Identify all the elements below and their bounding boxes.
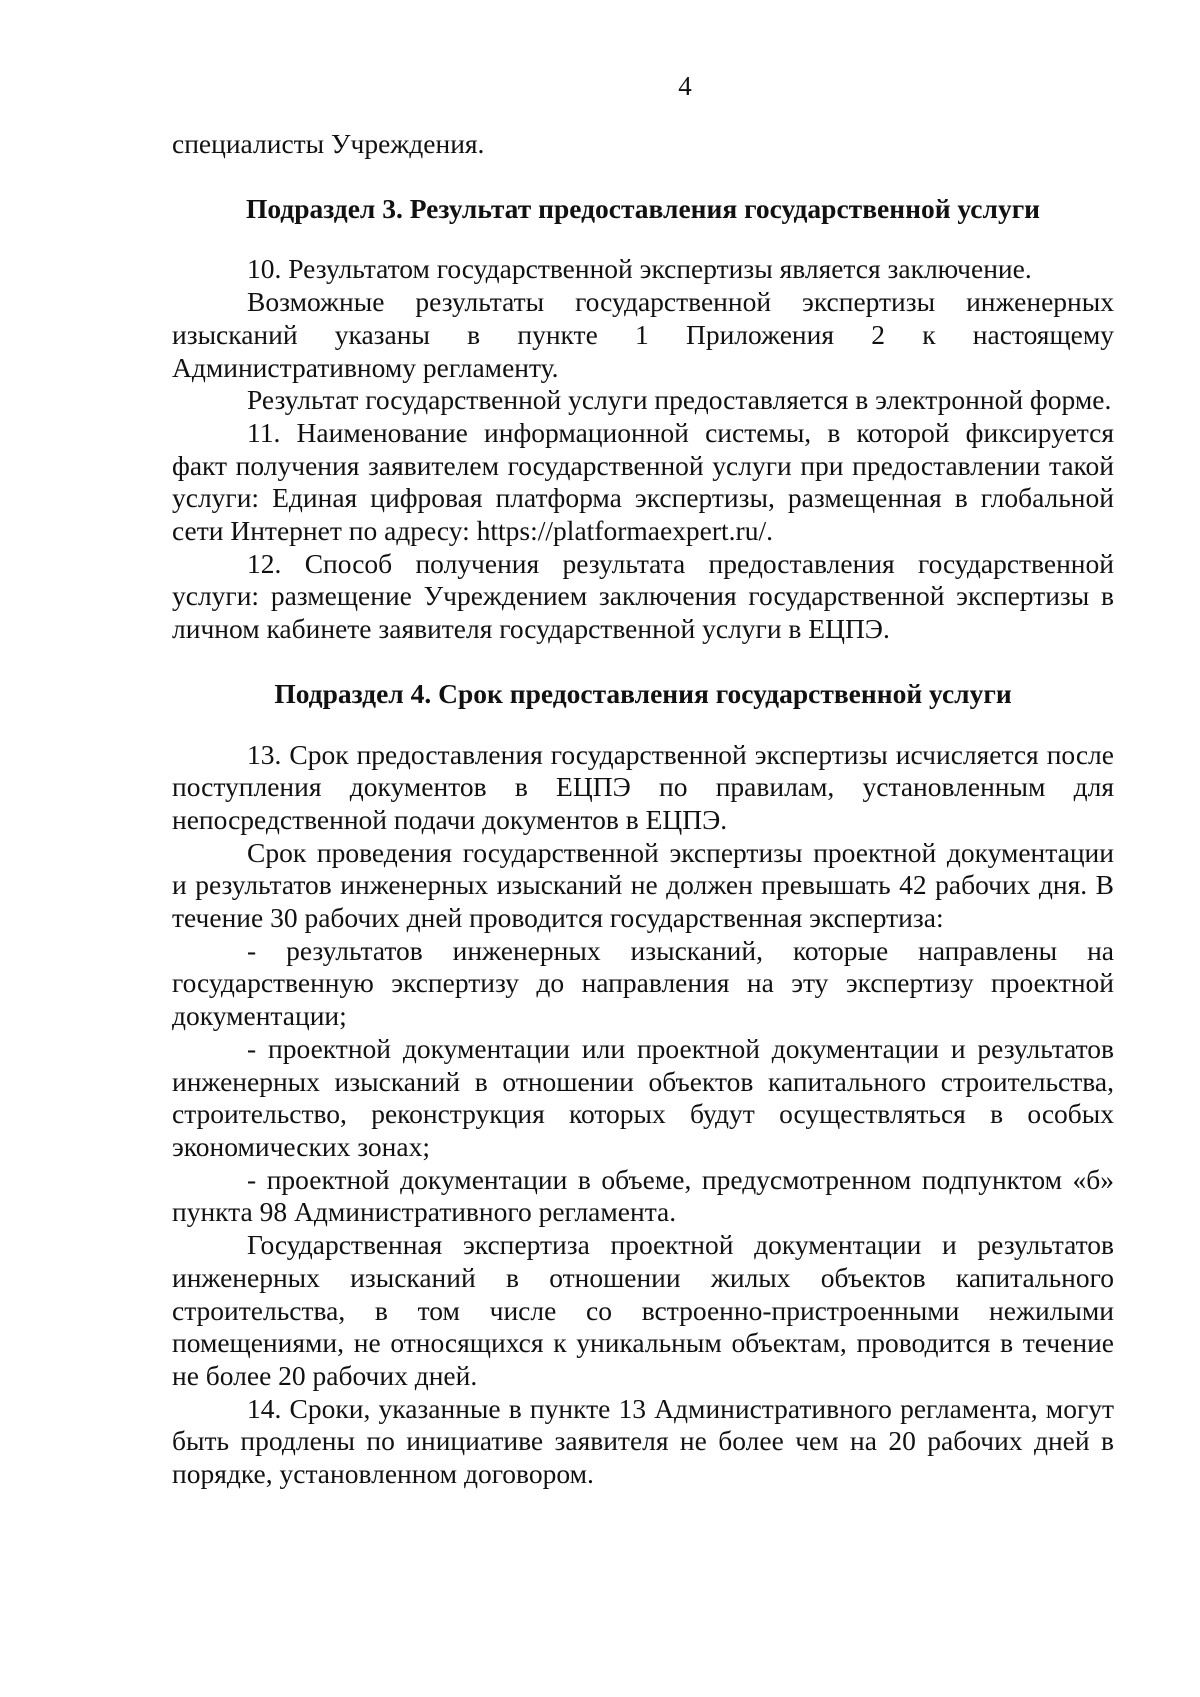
paragraph: Результат государственной услуги предоставляется в электронной форме. (247, 384, 1112, 416)
document-body (172, 128, 1114, 1491)
paragraph: 12. Способ получения результата предоставления государственной услуги: размещение Учреждением заключения государственной экспертизы в личном кабинете заявителя государственной услуги в ЕЦПЭ. (172, 547, 1114, 645)
paragraph: Государственная экспертиза проектной документации и результатов инженерных изысканий в отношении жилых объектов капитального строительства, в том числе со встроенно-пристроенными нежилыми помещениями, не относящихся к уникальным объектам, проводится в течение не более 20 рабочих дней. (172, 1229, 1114, 1391)
paragraph: 13. Срок предоставления государственной экспертизы исчисляется после поступления документов в ЕЦПЭ по правилам, установленным для непосредственной подачи документов в ЕЦПЭ. (172, 738, 1114, 835)
paragraph: специалисты Учреждения. (172, 128, 485, 159)
paragraph: Возможные результаты государственной экспертизы инженерных изысканий указаны в пункте 1 Приложения 2 к настоящему Административному регламенту. (172, 286, 1114, 383)
page-number: 4 (678, 71, 692, 101)
list-item: - проектной документации или проектной документации и результатов инженерных изысканий в отношении объектов капитального строительства, строительство, реконструкция которых будут осуществляться в особых экономических зонах; (172, 1032, 1114, 1162)
paragraph: 14. Сроки, указанные в пункте 13 Административного регламента, могут быть продлены по инициативе заявителя не более чем на 20 рабочих дней в порядке, установленном договором. (172, 1392, 1114, 1490)
paragraph: 11. Наименование информационной системы, в которой фиксируется факт получения заявителем государственной услуги при предоставлении такой услуги: Единая цифровая платформа экспертизы, размещенная в глобальной сети Интернет по адресу: https://platformaexpert.ru/. (172, 416, 1114, 547)
paragraph: Срок проведения государственной экспертизы проектной документации и результатов инженерных изысканий не должен превышать 42 рабочих дня. В течение 30 рабочих дней проводится государственная экспертиза: (172, 836, 1114, 934)
paragraph: 10. Результатом государственной экспертизы является заключение. (247, 253, 1032, 285)
section-heading: Подраздел 3. Результат предоставления государственной услуги (245, 192, 1041, 224)
section-heading: Подраздел 4. Срок предоставления государственной услуги (274, 677, 1012, 709)
list-item: - проектной документации в объеме, предусмотренном подпунктом «б» пункта 98 Административного регламента. (172, 1163, 1114, 1228)
list-item: - результатов инженерных изысканий, которые направлены на государственную экспертизу до направления на эту экспертизу проектной документации; (172, 934, 1114, 1032)
